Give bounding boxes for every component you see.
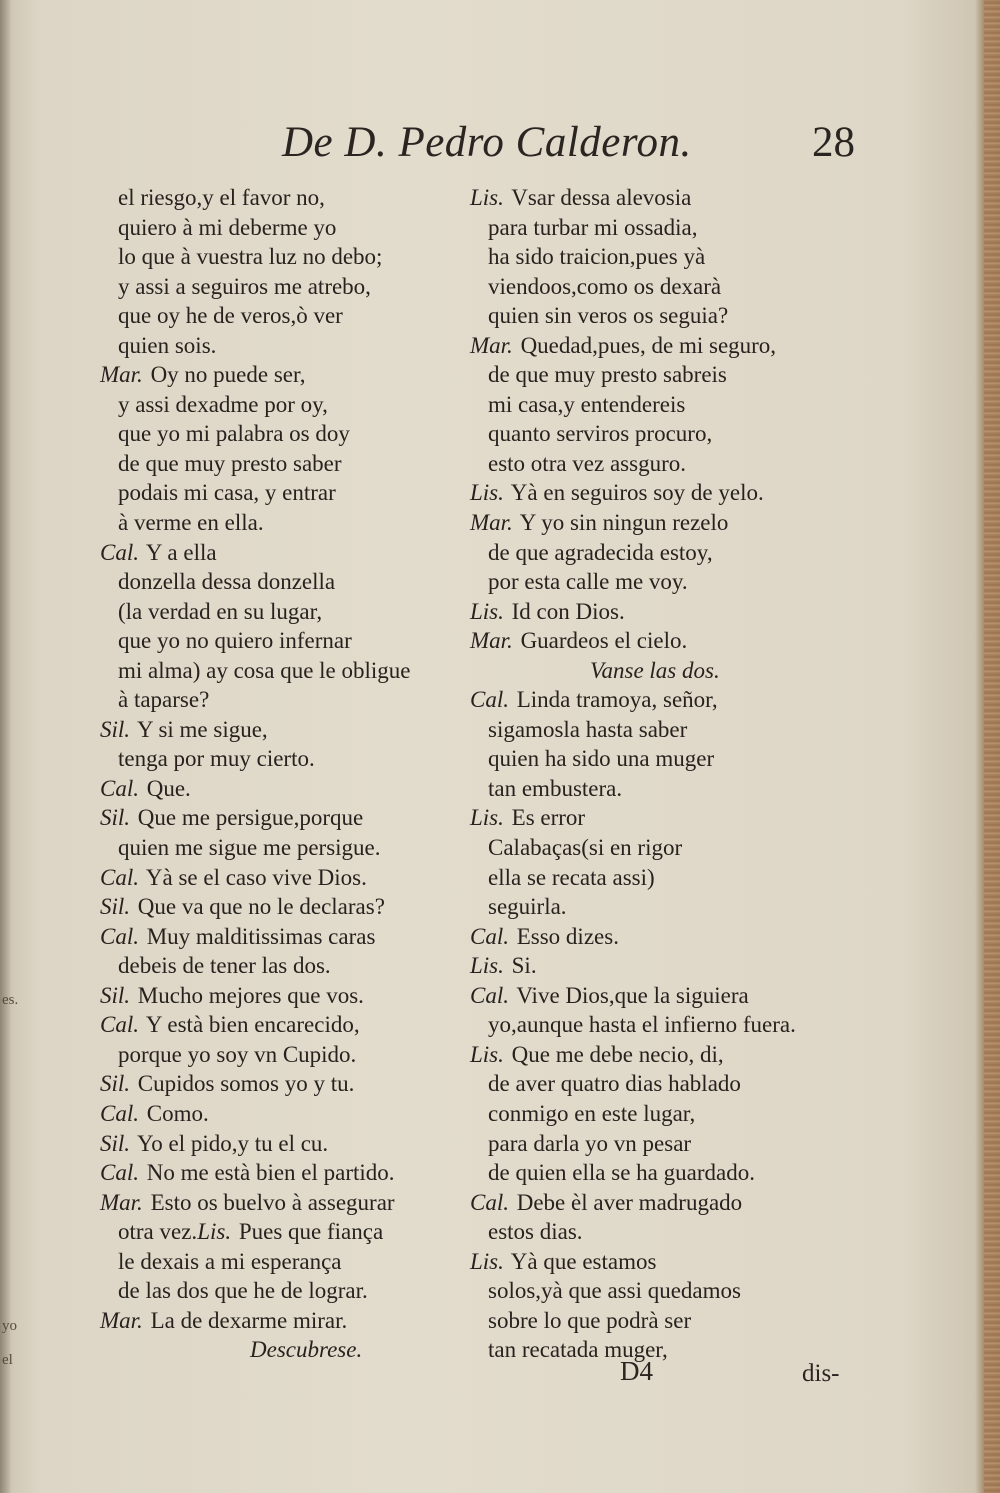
verse-text: Y si me sigue, xyxy=(136,716,268,742)
verse-text: para turbar mi ossadia, xyxy=(488,214,698,240)
verse-text: sobre lo que podrà ser xyxy=(488,1307,692,1333)
speaker-label: Mar. xyxy=(470,628,513,654)
verse-line xyxy=(100,774,500,804)
verse-text: Linda tramoya, señor, xyxy=(516,687,718,713)
verse-line xyxy=(470,1306,870,1336)
verse-text: Quedad,pues, de mi seguro, xyxy=(520,332,777,358)
verse-line xyxy=(100,478,500,508)
verse-line xyxy=(470,419,870,449)
speaker-label: Cal. xyxy=(470,923,509,949)
verse-line xyxy=(470,272,870,302)
verse-line xyxy=(470,301,870,331)
verse-text: à taparse? xyxy=(118,687,210,713)
verse-line xyxy=(470,1129,870,1159)
verse-text: que yo mi palabra os doy xyxy=(118,421,350,447)
left-text-column xyxy=(100,183,500,1365)
stage-direction: Descubrese. xyxy=(250,1337,363,1363)
verse-text: porque yo soy vn Cupido. xyxy=(118,1041,357,1067)
speaker-label: Lis. xyxy=(470,1248,504,1274)
margin-fragment: es. xyxy=(2,992,19,1008)
verse-text: Vsar dessa alevosia xyxy=(511,185,692,210)
verse-text: por esta calle me voy. xyxy=(488,569,688,595)
verse-line xyxy=(470,1010,870,1040)
verse-line xyxy=(100,981,500,1011)
page-edge xyxy=(984,0,1000,1493)
verse-text: quanto serviros procuro, xyxy=(488,421,713,447)
speaker-label: Cal. xyxy=(100,864,139,890)
verse-line xyxy=(470,685,870,715)
verse-text: Vive Dios,que la siguiera xyxy=(516,982,749,1008)
verse-line xyxy=(470,360,870,390)
verse-line xyxy=(470,597,870,627)
verse-text: Mucho mejores que vos. xyxy=(137,982,364,1008)
margin-fragment: yo xyxy=(2,1318,17,1334)
verse-line xyxy=(470,567,870,597)
verse-line xyxy=(470,1099,870,1129)
page-gutter xyxy=(0,0,10,1493)
speaker-label: Sil. xyxy=(100,1071,131,1097)
verse-text: Muy malditissimas caras xyxy=(146,923,376,949)
verse-line xyxy=(100,1188,500,1218)
verse-text: tan recatada muger, xyxy=(488,1337,668,1363)
verse-line xyxy=(100,1335,500,1365)
verse-text: Oy no puede ser, xyxy=(150,362,306,388)
verse-text: (la verdad en su lugar, xyxy=(118,598,323,624)
verse-text: esto otra vez assguro. xyxy=(488,450,686,476)
verse-line xyxy=(470,1276,870,1306)
verse-text: y assi dexadme por oy, xyxy=(118,391,328,417)
verse-line xyxy=(100,626,500,656)
verse-line xyxy=(470,1069,870,1099)
verse-text: No me està bien el partido. xyxy=(146,1160,395,1186)
verse-line xyxy=(100,922,500,952)
verse-line xyxy=(100,538,500,568)
verse-line xyxy=(470,183,870,213)
speaker-label: Cal. xyxy=(100,1100,139,1126)
verse-text: Yà que estamos xyxy=(510,1248,657,1274)
speaker-label: Mar. xyxy=(470,510,513,536)
verse-text: podais mi casa, y entrar xyxy=(118,480,336,506)
verse-line xyxy=(100,1010,500,1040)
stage-direction: Vanse las dos. xyxy=(590,657,720,683)
folio-number: 28 xyxy=(812,119,855,166)
speaker-label: Cal. xyxy=(100,1012,139,1038)
verse-text: Cupidos somos yo y tu. xyxy=(137,1071,355,1097)
verse-line xyxy=(470,1188,870,1218)
verse-text: tenga por muy cierto. xyxy=(118,746,315,772)
verse-text: viendoos,como os dexarà xyxy=(488,273,722,299)
verse-line xyxy=(100,597,500,627)
verse-line xyxy=(100,1158,500,1188)
verse-text: Yà se el caso vive Dios. xyxy=(145,864,367,890)
speaker-label: Sil. xyxy=(100,982,131,1008)
speaker-label: Mar. xyxy=(100,362,143,388)
verse-text: quien ha sido una muger xyxy=(488,746,715,772)
verse-text: solos,yà que assi quedamos xyxy=(488,1278,741,1304)
verse-line xyxy=(100,1276,500,1306)
speaker-label: Cal. xyxy=(470,982,509,1008)
verse-text: Que va que no le declaras? xyxy=(137,894,385,920)
verse-line xyxy=(470,863,870,893)
verse-text: Y a ella xyxy=(145,539,217,565)
verse-line xyxy=(470,951,870,981)
verse-text: conmigo en este lugar, xyxy=(488,1100,696,1126)
verse-text: yo,aunque hasta el infierno fuera. xyxy=(488,1012,796,1038)
verse-text: Si. xyxy=(511,953,537,979)
verse-line xyxy=(100,685,500,715)
verse-text: estos dias. xyxy=(488,1219,583,1245)
verse-line xyxy=(100,390,500,420)
verse-text: y assi a seguiros me atrebo, xyxy=(118,273,371,299)
verse-line xyxy=(470,1217,870,1247)
verse-line xyxy=(100,449,500,479)
verse-line xyxy=(100,1099,500,1129)
verse-line xyxy=(100,892,500,922)
verse-text: otra vez. xyxy=(118,1219,198,1245)
verse-line xyxy=(100,360,500,390)
signature-mark: D4 xyxy=(620,1356,653,1386)
verse-line xyxy=(100,1069,500,1099)
verse-text: donzella dessa donzella xyxy=(118,569,336,595)
verse-line xyxy=(470,626,870,656)
speaker-label: Cal. xyxy=(100,539,139,565)
speaker-label: Cal. xyxy=(100,923,139,949)
verse-line xyxy=(470,744,870,774)
speaker-label: Lis. xyxy=(197,1219,232,1245)
verse-line xyxy=(100,272,500,302)
running-title: De D. Pedro Calderon. xyxy=(282,119,692,166)
verse-line xyxy=(470,331,870,361)
catchword: dis- xyxy=(802,1360,840,1387)
verse-text: sigamosla hasta saber xyxy=(488,716,688,742)
verse-line xyxy=(100,301,500,331)
verse-line xyxy=(470,508,870,538)
verse-text: Y yo sin ningun rezelo xyxy=(519,510,729,536)
verse-line xyxy=(470,478,870,508)
speaker-label: Lis. xyxy=(470,953,504,979)
speaker-label: Cal. xyxy=(100,1160,139,1186)
verse-line xyxy=(100,1040,500,1070)
verse-text: para darla yo vn pesar xyxy=(488,1130,692,1156)
verse-text: quiero à mi deberme yo xyxy=(118,214,337,240)
speaker-label: Lis. xyxy=(470,598,504,624)
verse-text: Calabaças(si en rigor xyxy=(488,835,683,861)
verse-line xyxy=(100,1217,500,1247)
speaker-label: Sil. xyxy=(100,805,131,831)
verse-text: de quien ella se ha guardado. xyxy=(488,1160,755,1186)
verse-text: de las dos que he de lograr. xyxy=(118,1278,368,1304)
verse-text: Yà en seguiros soy de yelo. xyxy=(510,480,764,506)
verse-text: quien sois. xyxy=(118,332,217,358)
verse-text: que oy he de veros,ò ver xyxy=(118,303,343,329)
verse-text: seguirla. xyxy=(488,894,567,920)
verse-text: à verme en ella. xyxy=(118,510,264,536)
verse-line xyxy=(100,715,500,745)
verse-text: Pues que fiança xyxy=(238,1219,384,1245)
verse-line xyxy=(100,183,500,213)
verse-text: Y està bien encarecido, xyxy=(145,1012,360,1038)
speaker-label: Lis. xyxy=(470,805,504,831)
verse-line xyxy=(470,538,870,568)
verse-line xyxy=(470,1247,870,1277)
verse-line xyxy=(470,892,870,922)
verse-line xyxy=(470,1158,870,1188)
speaker-label: Sil. xyxy=(100,716,131,742)
verse-text: que yo no quiero infernar xyxy=(118,628,352,654)
verse-text: de que muy presto sabreis xyxy=(488,362,727,388)
speaker-label: Lis. xyxy=(470,480,504,506)
verse-text: ella se recata assi) xyxy=(488,864,655,890)
verse-text: de que agradecida estoy, xyxy=(488,539,713,565)
speaker-label: Sil. xyxy=(100,894,131,920)
verse-text: Guardeos el cielo. xyxy=(520,628,688,654)
verse-line xyxy=(100,803,500,833)
speaker-label: Cal. xyxy=(470,1189,509,1215)
verse-line xyxy=(100,1247,500,1277)
verse-text: Que me persigue,porque xyxy=(137,805,364,831)
verse-text: Esto os buelvo à assegurar xyxy=(150,1189,395,1215)
verse-line xyxy=(100,419,500,449)
verse-line xyxy=(470,656,870,686)
verse-line xyxy=(470,390,870,420)
verse-line xyxy=(470,803,870,833)
verse-text: quien sin veros os seguia? xyxy=(488,303,729,329)
verse-text: mi casa,y entendereis xyxy=(488,391,686,417)
speaker-label: Sil. xyxy=(100,1130,131,1156)
verse-line xyxy=(470,833,870,863)
verse-line xyxy=(470,715,870,745)
speaker-label: Mar. xyxy=(100,1307,143,1333)
verse-line xyxy=(100,331,500,361)
speaker-label: Mar. xyxy=(100,1189,143,1215)
verse-text: Yo el pido,y tu el cu. xyxy=(136,1130,329,1156)
verse-text: el riesgo,y el favor no, xyxy=(118,185,325,210)
verse-text: Esso dizes. xyxy=(516,923,619,949)
verse-text: quien me sigue me persigue. xyxy=(118,835,381,861)
verse-text: Que. xyxy=(146,775,191,801)
verse-text: le dexais a mi esperança xyxy=(118,1248,342,1274)
verse-line xyxy=(470,213,870,243)
verse-line xyxy=(470,449,870,479)
verse-text: mi alma) ay cosa que le obligue xyxy=(118,657,411,683)
verse-line xyxy=(100,951,500,981)
speaker-label: Cal. xyxy=(470,687,509,713)
verse-line xyxy=(100,508,500,538)
verse-text: Debe èl aver madrugado xyxy=(516,1189,743,1215)
speaker-label: Cal. xyxy=(100,775,139,801)
speaker-label: Lis. xyxy=(470,185,504,210)
verse-line xyxy=(100,1306,500,1336)
verse-line xyxy=(100,833,500,863)
verse-line xyxy=(100,744,500,774)
verse-line xyxy=(470,922,870,952)
verse-text: Id con Dios. xyxy=(511,598,625,624)
verse-line xyxy=(100,656,500,686)
verse-text: debeis de tener las dos. xyxy=(118,953,331,979)
verse-text: Como. xyxy=(146,1100,209,1126)
verse-text: tan embustera. xyxy=(488,775,623,801)
verse-line xyxy=(470,242,870,272)
verse-line xyxy=(470,1040,870,1070)
verse-line xyxy=(100,1129,500,1159)
verse-line xyxy=(470,981,870,1011)
verse-text: de aver quatro dias hablado xyxy=(488,1071,741,1097)
page-header xyxy=(0,112,1000,172)
verse-text: La de dexarme mirar. xyxy=(150,1307,348,1333)
verse-line xyxy=(100,567,500,597)
verse-line xyxy=(100,863,500,893)
speaker-label: Lis. xyxy=(470,1041,504,1067)
verse-text: Es error xyxy=(511,805,586,831)
verse-text: de que muy presto saber xyxy=(118,450,342,476)
speaker-label: Mar. xyxy=(470,332,513,358)
verse-line xyxy=(100,242,500,272)
right-text-column xyxy=(470,183,870,1365)
verse-text: ha sido traicion,pues yà xyxy=(488,244,706,270)
verse-line xyxy=(470,774,870,804)
verse-text: Que me debe necio, di, xyxy=(511,1041,724,1067)
verse-line xyxy=(100,213,500,243)
verse-text: lo que à vuestra luz no debo; xyxy=(118,244,383,270)
margin-fragment: el xyxy=(2,1352,13,1368)
